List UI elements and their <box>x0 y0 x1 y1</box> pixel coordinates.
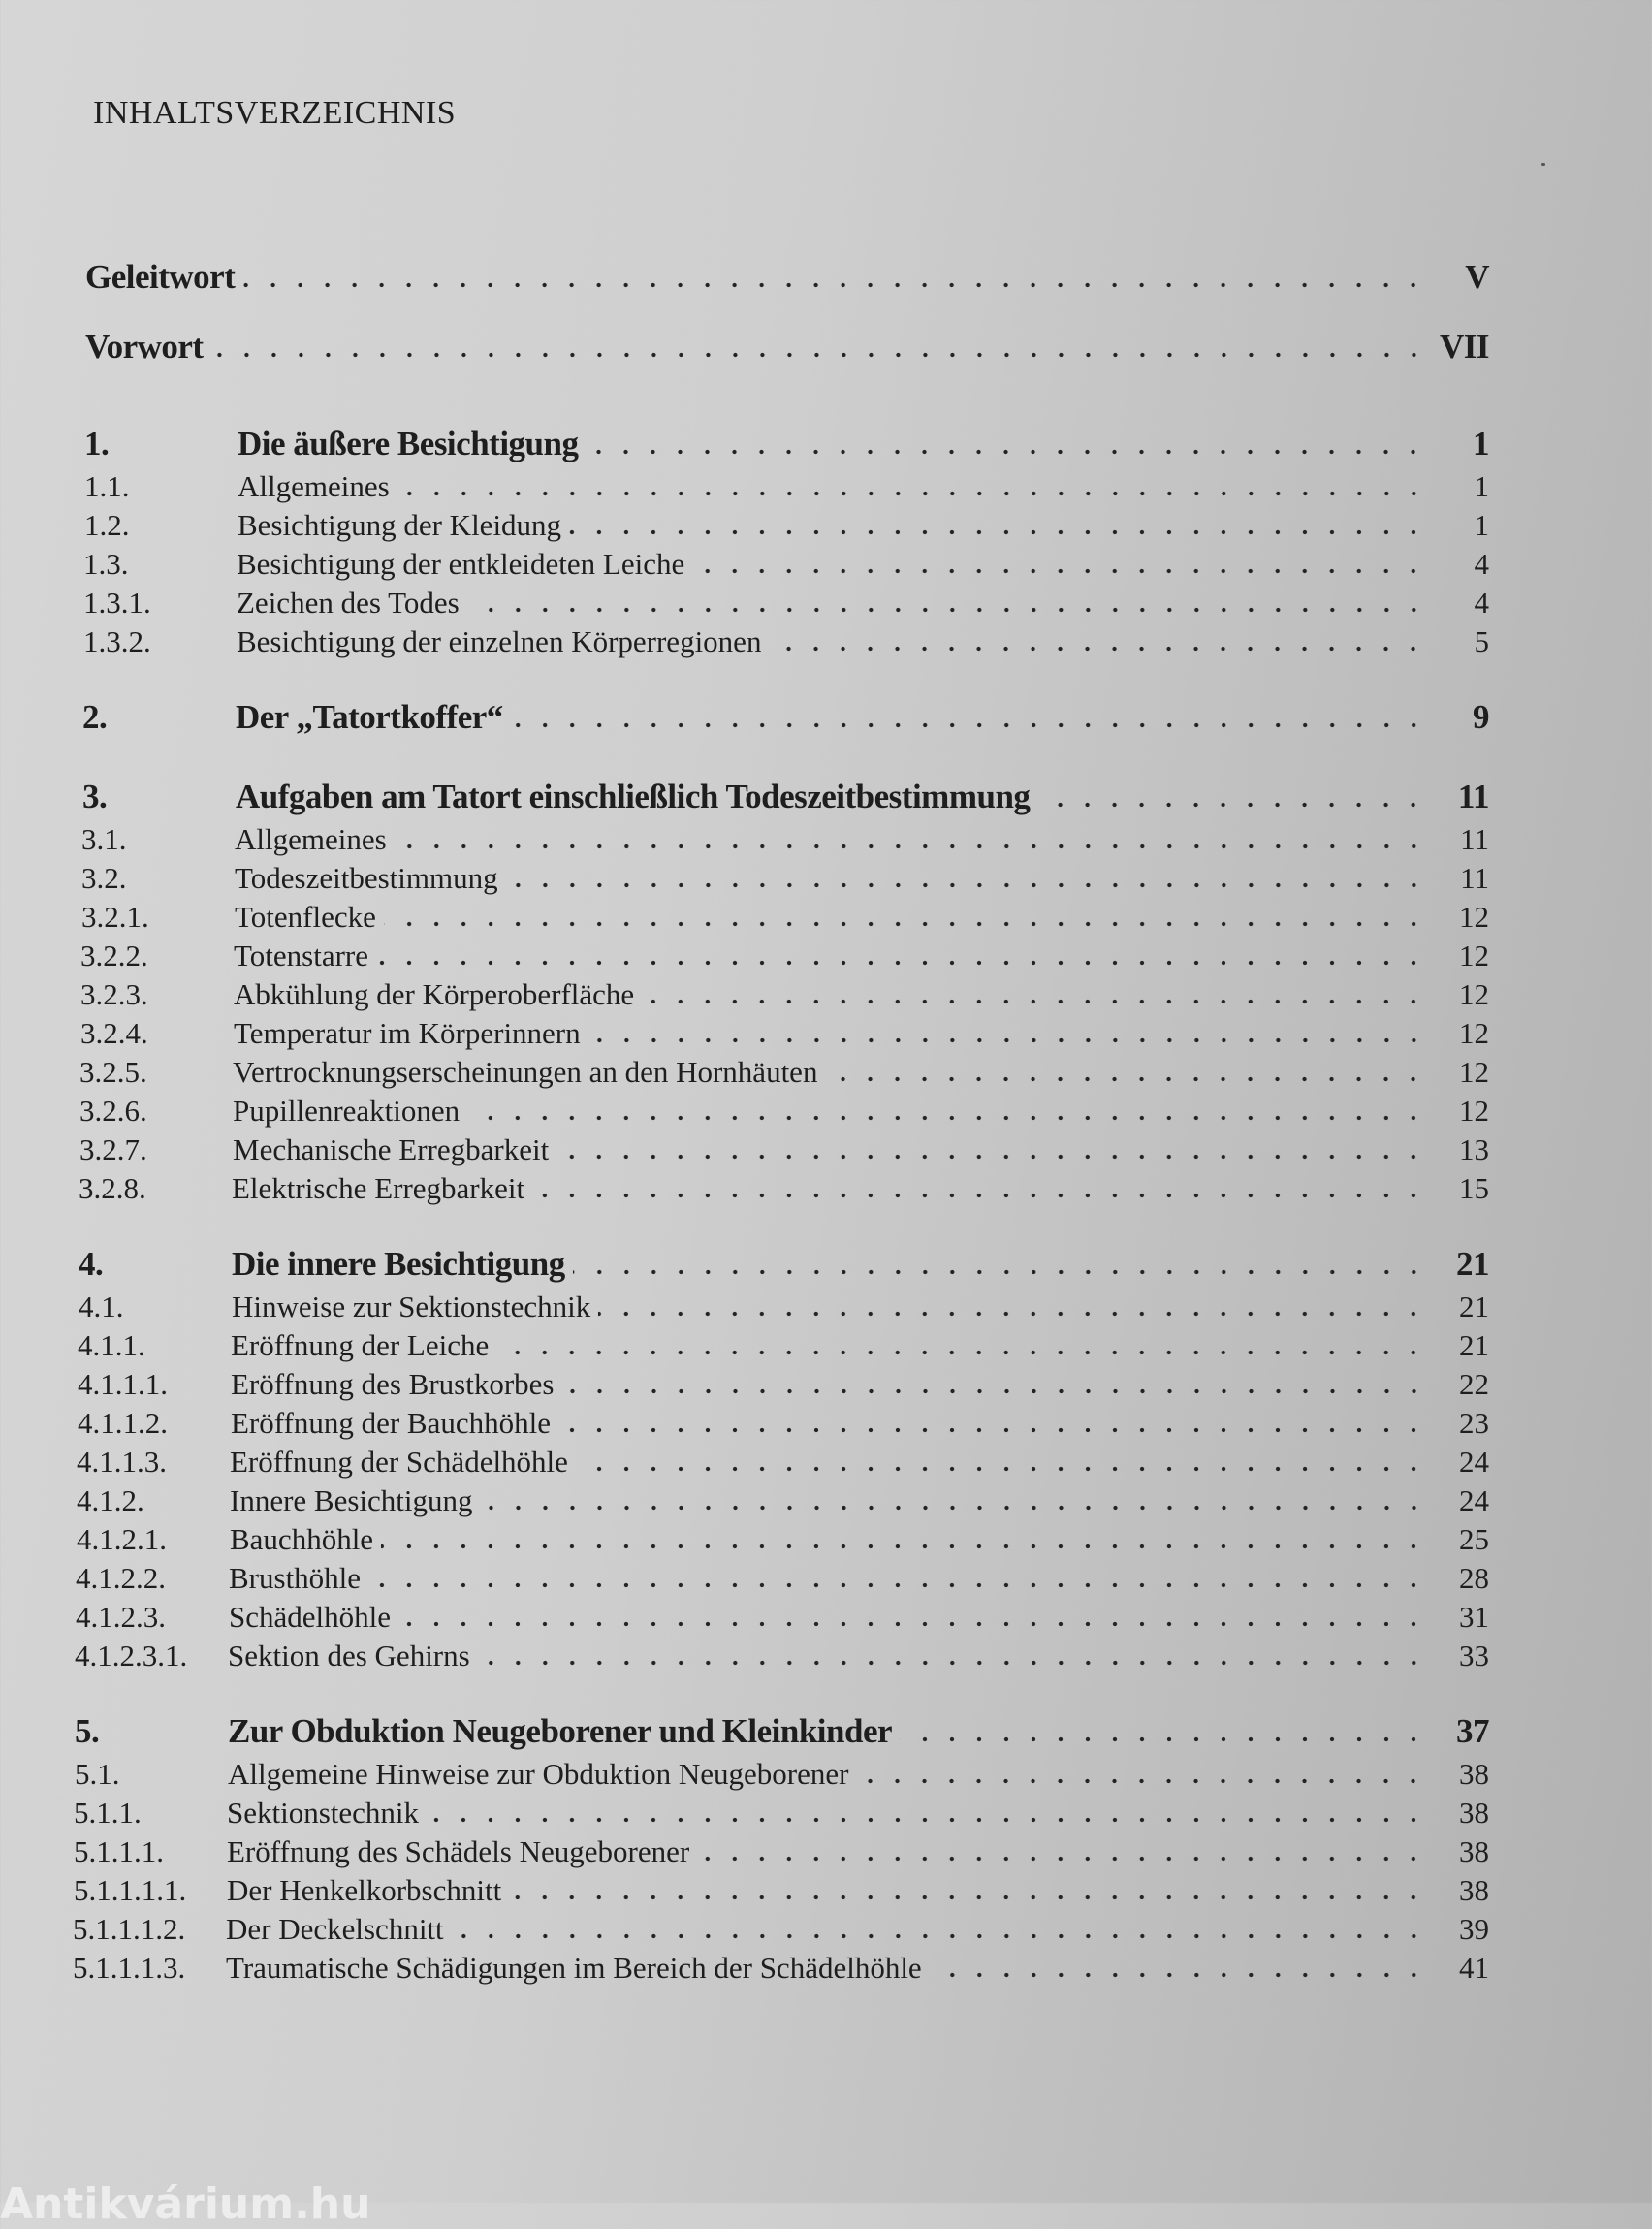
entry-number: 1.3.1. <box>83 586 151 620</box>
dot-leader <box>769 646 1427 652</box>
toc-subentry <box>78 1404 1489 1443</box>
toc-subentry <box>79 1053 1489 1092</box>
toc-subentry <box>75 1637 1489 1675</box>
entry-title: Zur Obduktion Neugeborener und Kleinkinder <box>228 1712 893 1750</box>
entry-number: 1.3. <box>83 547 129 581</box>
entry-number: 5.1.1.1.3. <box>73 1951 186 1985</box>
entry-number: 3.2.6. <box>79 1094 147 1128</box>
entry-number: 3.2.3. <box>80 977 148 1011</box>
entry-title: Eröffnung des Brustkorbes <box>231 1367 555 1401</box>
toc-front-matter <box>85 312 1489 382</box>
entry-number: 4.1.1.1. <box>78 1367 168 1401</box>
toc-subentry <box>77 1520 1489 1559</box>
toc-subentry <box>79 1288 1489 1326</box>
toc-subentry <box>84 467 1489 506</box>
entry-number: 5.1. <box>75 1757 120 1791</box>
entry-number: 5.1.1. <box>74 1796 142 1830</box>
toc-subentry <box>78 1326 1489 1365</box>
entry-title: Elektrische Erregbarkeit <box>232 1171 525 1205</box>
dot-leader <box>511 722 1427 728</box>
entry-number: 4. <box>79 1245 104 1283</box>
entry-number: 3.2.1. <box>81 900 149 934</box>
entry-number: 5. <box>75 1712 100 1750</box>
entry-number: 3.1. <box>81 822 127 856</box>
entry-title: Der „Tatortkoffer“ <box>236 698 503 736</box>
entry-number: 3.2.2. <box>80 939 148 972</box>
dot-leader <box>467 607 1427 613</box>
dot-leader <box>573 1269 1427 1275</box>
entry-page: 11 <box>1460 822 1489 856</box>
dot-leader <box>642 999 1427 1004</box>
toc-subentry <box>77 1443 1489 1481</box>
toc-subentry <box>81 820 1489 859</box>
dot-leader <box>496 1350 1427 1355</box>
toc-subentry <box>80 975 1489 1014</box>
toc-subentry <box>80 1014 1489 1053</box>
toc-subentry <box>75 1755 1489 1794</box>
entry-page: 12 <box>1459 1055 1489 1089</box>
entry-title: Allgemeines <box>238 469 390 503</box>
entry-page: 23 <box>1459 1406 1489 1440</box>
entry-page: 15 <box>1459 1171 1489 1205</box>
toc-chapter <box>75 1708 1489 1755</box>
entry-number: 4.1.2. <box>77 1483 144 1517</box>
entry-page: 21 <box>1456 1245 1489 1283</box>
paper-speck <box>1541 163 1545 166</box>
entry-page: 38 <box>1459 1873 1489 1907</box>
watermark: Antikvárium.hu <box>0 2180 371 2229</box>
entry-page: 1 <box>1473 425 1489 462</box>
dot-leader <box>397 491 1427 496</box>
toc-subentry <box>81 859 1489 898</box>
dot-leader <box>509 1895 1427 1900</box>
entry-title: Totenstarre <box>234 939 368 972</box>
entry-title: Der Deckelschnitt <box>226 1912 444 1946</box>
entry-page: 12 <box>1459 1094 1489 1128</box>
entry-title: Abkühlung der Körperoberfläche <box>234 977 635 1011</box>
dot-leader <box>478 1660 1427 1666</box>
toc-subentry <box>79 1169 1489 1208</box>
entry-page: 31 <box>1459 1600 1489 1634</box>
entry-page: 1 <box>1474 508 1489 542</box>
entry-number: 4.1.2.3. <box>76 1600 166 1634</box>
entry-title: Eröffnung der Leiche <box>231 1328 490 1362</box>
entry-number: 4.1.1.2. <box>78 1406 168 1440</box>
entry-number: 4.1.2.3.1. <box>75 1639 188 1672</box>
entry-title: Traumatische Schädigungen im Bereich der Schädelhöhle <box>226 1951 922 1985</box>
entry-title: Die innere Besichtigung <box>232 1245 565 1283</box>
entry-title: Besichtigung der entkleideten Leiche <box>237 547 685 581</box>
dot-leader <box>481 1505 1427 1511</box>
dot-leader <box>211 352 1427 358</box>
toc-subentry <box>80 937 1489 975</box>
entry-number: 3.2.7. <box>79 1132 147 1166</box>
entry-page: 38 <box>1459 1834 1489 1868</box>
entry-title: Todeszeitbestimmung <box>235 861 498 895</box>
page-title: INHALTSVERZEICHNIS <box>93 95 457 131</box>
entry-title: Pupillenreaktionen <box>233 1094 461 1128</box>
dot-leader <box>395 844 1427 849</box>
toc-subentry <box>74 1832 1489 1871</box>
dot-leader <box>427 1817 1427 1823</box>
dot-leader <box>697 1856 1427 1862</box>
entry-page: 12 <box>1459 900 1489 934</box>
entry-title: Geleitwort <box>85 258 236 296</box>
entry-page: 24 <box>1459 1483 1489 1517</box>
entry-number: 5.1.1.1.1. <box>74 1873 187 1907</box>
toc-subentry <box>83 622 1489 661</box>
entry-page: 25 <box>1459 1522 1489 1556</box>
entry-page: 4 <box>1474 547 1489 581</box>
dot-leader <box>588 1037 1427 1043</box>
entry-title: Vertrocknungserscheinungen an den Hornhäuten <box>233 1055 818 1089</box>
dot-leader <box>569 529 1427 535</box>
entry-number: 3. <box>82 778 108 815</box>
toc-subentry <box>84 506 1489 545</box>
entry-page: 9 <box>1473 698 1489 736</box>
entry-page: VII <box>1439 328 1489 366</box>
entry-number: 4.1. <box>79 1290 124 1323</box>
entry-title: Zeichen des Todes <box>237 586 460 620</box>
entry-title: Eröffnung der Schädelhöhle <box>230 1445 568 1479</box>
toc-subentry <box>79 1130 1489 1169</box>
dot-leader <box>900 1736 1427 1742</box>
dot-leader <box>398 1621 1427 1627</box>
entry-title: Hinweise zur Sektionstechnik <box>232 1290 591 1323</box>
entry-title: Temperatur im Körperinnern <box>234 1016 581 1050</box>
entry-title: Eröffnung der Bauchhöhle <box>231 1406 551 1440</box>
entry-title: Sektionstechnik <box>227 1796 420 1830</box>
entry-title: Die äußere Besichtigung <box>238 425 579 462</box>
toc-subentry <box>76 1559 1489 1598</box>
toc-chapter <box>82 774 1489 820</box>
dot-leader <box>856 1778 1427 1784</box>
dot-leader <box>692 568 1427 574</box>
entry-page: 37 <box>1456 1712 1489 1750</box>
entry-page: 24 <box>1459 1445 1489 1479</box>
entry-title: Der Henkelkorbschnitt <box>227 1873 502 1907</box>
entry-number: 4.1.1.3. <box>77 1445 167 1479</box>
entry-number: 4.1.1. <box>78 1328 145 1362</box>
entry-number: 1.1. <box>84 469 130 503</box>
dot-leader <box>242 282 1427 288</box>
dot-leader <box>598 1311 1427 1317</box>
entry-page: 41 <box>1459 1951 1489 1985</box>
table-of-contents <box>73 242 1489 1988</box>
dot-leader <box>376 960 1427 966</box>
entry-number: 4.1.2.2. <box>76 1561 166 1595</box>
entry-page: 5 <box>1474 624 1489 658</box>
toc-subentry <box>76 1598 1489 1637</box>
entry-page: V <box>1465 258 1489 296</box>
dot-leader <box>558 1427 1427 1433</box>
dot-leader <box>586 449 1427 455</box>
entry-page: 12 <box>1459 1016 1489 1050</box>
toc-subentry <box>81 898 1489 937</box>
entry-page: 28 <box>1459 1561 1489 1595</box>
entry-page: 4 <box>1474 586 1489 620</box>
entry-page: 38 <box>1459 1796 1489 1830</box>
entry-number: 5.1.1.1. <box>74 1834 164 1868</box>
toc-chapter <box>84 421 1489 467</box>
entry-title: Aufgaben am Tatort einschließlich Todeszeitbestimmung <box>236 778 1031 815</box>
toc-subentry <box>73 1910 1489 1949</box>
toc-subentry <box>77 1481 1489 1520</box>
toc-front-matter <box>85 242 1489 312</box>
entry-page: 33 <box>1459 1639 1489 1672</box>
entry-page: 1 <box>1474 469 1489 503</box>
entry-page: 11 <box>1460 861 1489 895</box>
entry-page: 38 <box>1459 1757 1489 1791</box>
dot-leader <box>562 1388 1428 1394</box>
dot-leader <box>930 1972 1427 1978</box>
entry-page: 21 <box>1459 1328 1489 1362</box>
dot-leader <box>452 1933 1427 1939</box>
entry-title: Mechanische Erregbarkeit <box>233 1132 550 1166</box>
toc-subentry <box>83 545 1489 584</box>
entry-title: Brusthöhle <box>229 1561 362 1595</box>
entry-number: 1.3.2. <box>83 624 151 658</box>
entry-page: 13 <box>1459 1132 1489 1166</box>
dot-leader <box>532 1193 1427 1198</box>
entry-title: Totenflecke <box>235 900 376 934</box>
entry-page: 11 <box>1457 778 1489 815</box>
entry-page: 12 <box>1459 939 1489 972</box>
entry-title: Besichtigung der Kleidung <box>238 508 562 542</box>
entry-page: 22 <box>1459 1367 1489 1401</box>
entry-title: Sektion des Gehirns <box>228 1639 470 1672</box>
entry-number: 1.2. <box>84 508 130 542</box>
dot-leader <box>576 1466 1427 1472</box>
entry-title: Allgemeines <box>235 822 387 856</box>
entry-title: Innere Besichtigung <box>230 1483 473 1517</box>
toc-chapter <box>82 694 1489 741</box>
toc-subentry <box>74 1871 1489 1910</box>
dot-leader <box>506 882 1427 888</box>
entry-title: Bauchhöhle <box>230 1522 374 1556</box>
dot-leader <box>384 921 1427 927</box>
entry-page: 39 <box>1459 1912 1489 1946</box>
entry-title: Vorwort <box>85 328 204 366</box>
entry-page: 21 <box>1459 1290 1489 1323</box>
toc-subentry <box>83 584 1489 622</box>
toc-chapter <box>79 1241 1489 1288</box>
dot-leader <box>381 1544 1427 1549</box>
dot-leader <box>368 1582 1427 1588</box>
toc-subentry <box>78 1365 1489 1404</box>
entry-number: 3.2.4. <box>80 1016 148 1050</box>
entry-number: 5.1.1.1.2. <box>73 1912 186 1946</box>
entry-number: 3.2.8. <box>79 1171 146 1205</box>
dot-leader <box>556 1154 1427 1160</box>
entry-title: Schädelhöhle <box>229 1600 392 1634</box>
toc-subentry <box>74 1794 1489 1832</box>
entry-number: 1. <box>84 425 110 462</box>
entry-title: Allgemeine Hinweise zur Obduktion Neugeborener <box>228 1757 849 1791</box>
entry-title: Eröffnung des Schädels Neugeborener <box>227 1834 690 1868</box>
dot-leader <box>467 1115 1427 1121</box>
entry-number: 3.2.5. <box>79 1055 147 1089</box>
entry-number: 2. <box>82 698 108 736</box>
entry-title: Besichtigung der einzelnen Körperregionen <box>237 624 762 658</box>
entry-number: 4.1.2.1. <box>77 1522 167 1556</box>
toc-subentry <box>73 1949 1489 1988</box>
entry-page: 12 <box>1459 977 1489 1011</box>
toc-subentry <box>79 1092 1489 1130</box>
dot-leader <box>1037 802 1427 808</box>
dot-leader <box>825 1076 1427 1082</box>
entry-number: 3.2. <box>81 861 127 895</box>
